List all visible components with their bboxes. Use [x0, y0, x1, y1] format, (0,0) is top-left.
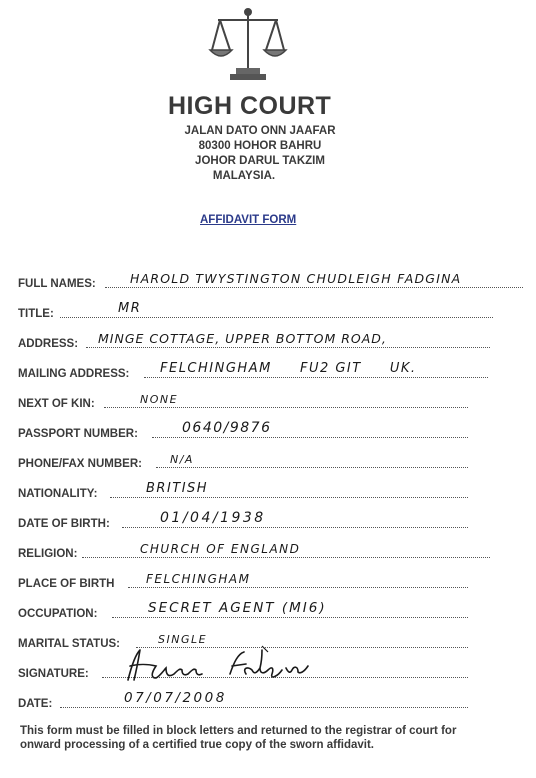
field-value[interactable]: 07/07/2008	[124, 690, 227, 706]
field-value[interactable]: 0640/9876	[182, 420, 272, 436]
field-value[interactable]: 01/04/1938	[160, 510, 266, 526]
field-mailing-address[interactable]	[18, 356, 488, 380]
field-value[interactable]: BRITISH	[146, 481, 209, 496]
handwritten-signature	[122, 644, 332, 684]
field-label: NEXT OF KIN:	[18, 398, 95, 410]
field-label: TITLE:	[18, 308, 54, 320]
form-title: AFFIDAVIT FORM	[200, 214, 297, 226]
field-occupation[interactable]	[18, 596, 468, 620]
field-next-of-kin[interactable]	[18, 386, 468, 410]
footer-line-1: This form must be filled in block letters and returned to the registrar of court for	[20, 725, 457, 737]
field-value[interactable]: CHURCH OF ENGLAND	[140, 542, 301, 556]
field-date[interactable]	[18, 686, 468, 710]
field-value[interactable]: SECRET AGENT (MI6)	[148, 600, 327, 616]
court-title: HIGH COURT	[168, 92, 332, 120]
field-nationality[interactable]	[18, 476, 468, 500]
field-label: DATE OF BIRTH:	[18, 518, 110, 530]
court-address-line-3: JOHOR DARUL TAKZIM	[195, 155, 325, 167]
field-label: PHONE/FAX NUMBER:	[18, 458, 142, 470]
field-date-of-birth[interactable]	[18, 506, 468, 530]
scales-of-justice-icon	[208, 6, 288, 82]
field-label: PLACE OF BIRTH	[18, 578, 115, 590]
footer-instructions	[20, 724, 525, 752]
field-value[interactable]: SINGLE	[158, 633, 208, 646]
field-value[interactable]: MR	[118, 301, 142, 316]
field-phone-fax-number[interactable]	[18, 446, 468, 470]
field-religion[interactable]	[18, 536, 490, 560]
court-address-line-1: JALAN DATO ONN JAAFAR	[184, 125, 336, 137]
field-label: RELIGION:	[18, 548, 78, 560]
field-label: NATIONALITY:	[18, 488, 98, 500]
field-label: MARITAL STATUS:	[18, 638, 120, 650]
field-value[interactable]: FELCHINGHAM FU2 GIT UK.	[160, 361, 417, 376]
field-full-names[interactable]	[18, 266, 523, 290]
field-label: PASSPORT NUMBER:	[18, 428, 138, 440]
field-label: FULL NAMES:	[18, 278, 96, 290]
field-label: SIGNATURE:	[18, 668, 89, 680]
field-value[interactable]: N/A	[170, 453, 194, 466]
field-value[interactable]: MINGE COTTAGE, UPPER BOTTOM ROAD,	[98, 331, 387, 346]
court-address-line-2: 80300 HOHOR BAHRU	[198, 140, 322, 152]
field-label: MAILING ADDRESS:	[18, 368, 130, 380]
field-label: DATE:	[18, 698, 53, 710]
field-value[interactable]: HAROLD TWYSTINGTON CHUDLEIGH FADGINA	[130, 271, 462, 286]
field-label: ADDRESS:	[18, 338, 79, 350]
court-address-line-4: MALAYSIA.	[212, 170, 276, 182]
field-value[interactable]: FELCHINGHAM	[146, 572, 251, 586]
footer-line-2: onward processing of a certified true copy of the sworn affidavit.	[20, 739, 375, 751]
field-title[interactable]	[18, 296, 493, 320]
field-place-of-birth[interactable]	[18, 566, 468, 590]
field-address[interactable]	[18, 326, 490, 350]
field-passport-number[interactable]	[18, 416, 468, 440]
field-value[interactable]: NONE	[140, 393, 179, 406]
field-label: OCCUPATION:	[18, 608, 98, 620]
